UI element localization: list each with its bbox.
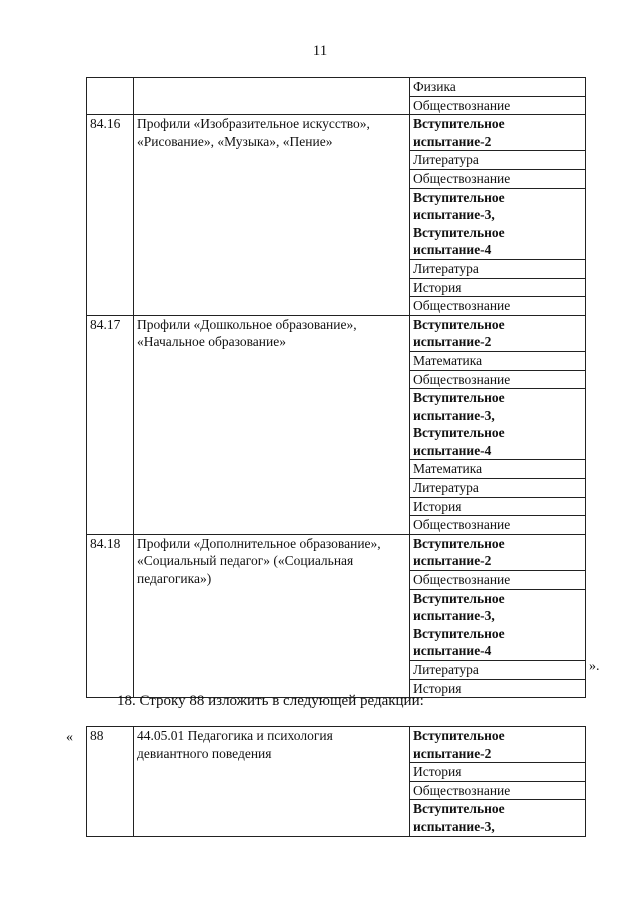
- exam-subject-cell: Литература: [410, 479, 586, 498]
- page-number: 11: [312, 43, 328, 59]
- table-row: [87, 534, 586, 570]
- entrance-test-heading-cell: Вступительное испытание-2: [410, 534, 586, 570]
- exam-subject-cell: Обществознание: [410, 169, 586, 188]
- profile-cell: Профили «Изобразительное искусство», «Рисование», «Музыка», «Пение»: [134, 115, 410, 316]
- amendment-instruction: 18. Строку 88 изложить в следующей редакции:: [117, 693, 424, 709]
- profile-cell: 44.05.01 Педагогика и психология девиантного поведения: [134, 727, 410, 837]
- exam-subject-cell: Физика: [410, 78, 586, 97]
- entrance-test-heading-cell: Вступительное испытание-2: [410, 115, 586, 151]
- exam-subject-cell: Обществознание: [410, 96, 586, 115]
- table-row: [87, 727, 586, 763]
- code-cell: 84.18: [87, 534, 134, 697]
- profile-cell: Профили «Дошкольное образование», «Начальное образование»: [134, 315, 410, 534]
- entrance-test-heading-cell: Вступительное испытание-3,: [410, 800, 586, 836]
- closing-quote-mark: ».: [589, 659, 600, 674]
- exam-subject-cell: Математика: [410, 460, 586, 479]
- exam-subject-cell: Математика: [410, 351, 586, 370]
- entrance-test-heading-cell: Вступительное испытание-3, Вступительное испытание-4: [410, 188, 586, 259]
- code-cell: 84.16: [87, 115, 134, 316]
- exam-subject-cell: Обществознание: [410, 571, 586, 590]
- row-88-table: [86, 726, 586, 837]
- exam-subject-cell: Обществознание: [410, 297, 586, 316]
- code-cell: 88: [87, 727, 134, 837]
- exam-subject-cell: История: [410, 763, 586, 782]
- entrance-test-heading-cell: Вступительное испытание-3, Вступительное испытание-4: [410, 389, 586, 460]
- exam-subject-cell: Обществознание: [410, 781, 586, 800]
- code-cell: 84.17: [87, 315, 134, 534]
- table-row: [87, 315, 586, 351]
- exam-subject-cell: История: [410, 497, 586, 516]
- exam-subject-cell: Литература: [410, 151, 586, 170]
- entrance-test-heading-cell: Вступительное испытание-2: [410, 727, 586, 763]
- exam-subject-cell: Литература: [410, 661, 586, 680]
- table-row: [87, 115, 586, 151]
- code-cell: [87, 78, 134, 115]
- entrance-test-heading-cell: Вступительное испытание-2: [410, 315, 586, 351]
- entrance-test-heading-cell: Вступительное испытание-3, Вступительное испытание-4: [410, 589, 586, 660]
- opening-quote-mark: «: [66, 730, 73, 745]
- profile-cell: Профили «Дополнительное образование», «Социальный педагог» («Социальная педагогика»): [134, 534, 410, 697]
- table-row: [87, 78, 586, 97]
- profile-cell: [134, 78, 410, 115]
- admission-table-continued: [86, 77, 586, 698]
- exam-subject-cell: Литература: [410, 259, 586, 278]
- exam-subject-cell: История: [410, 679, 586, 698]
- exam-subject-cell: Обществознание: [410, 516, 586, 535]
- exam-subject-cell: История: [410, 278, 586, 297]
- exam-subject-cell: Обществознание: [410, 370, 586, 389]
